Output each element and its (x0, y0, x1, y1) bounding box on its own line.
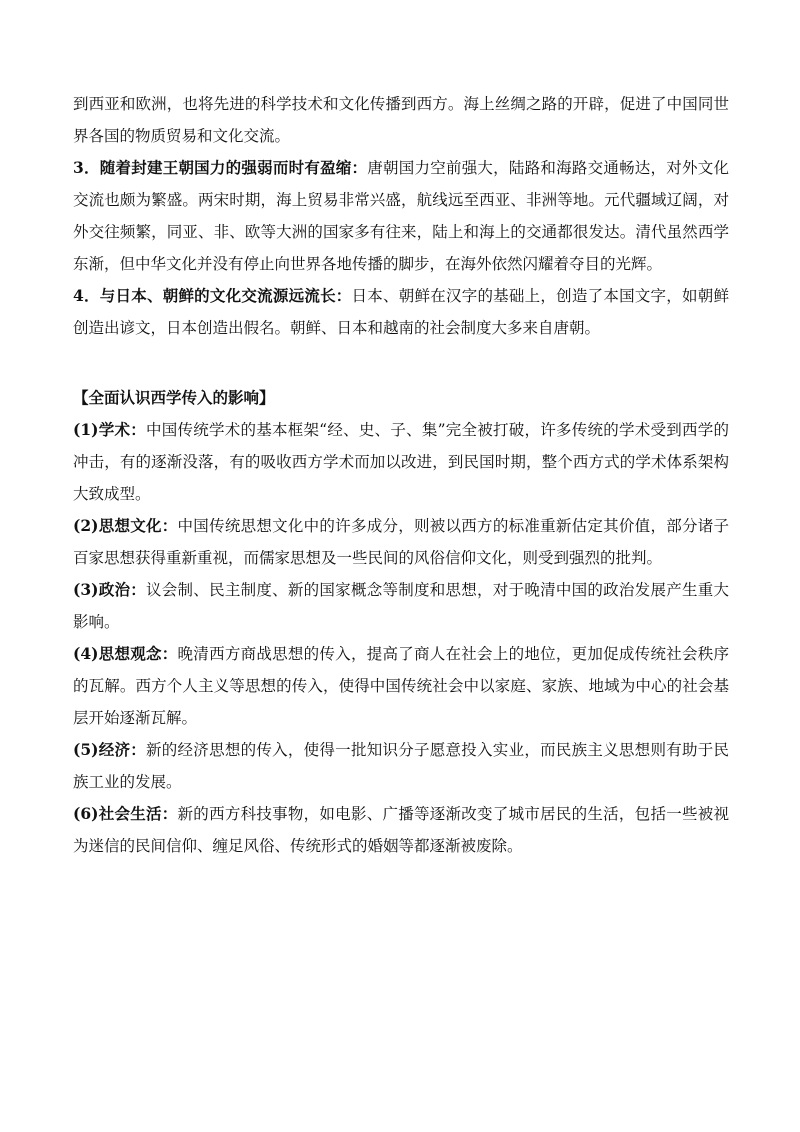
item-5-text: 新的经济思想的传入，使得一批知识分子愿意投入实业，而民族主义思想则有助于民族工业的发展。 (73, 741, 729, 791)
item-1-heading: (1)学术： (73, 420, 146, 439)
item-2-text: 中国传统思想文化中的许多成分，则被以西方的标准重新估定其价值，部分诸子百家思想获得重新重视，而儒家思想及一些民间的风俗信仰文化，则受到强烈的批判。 (73, 517, 730, 567)
section-spacer (73, 344, 729, 382)
item-5-paragraph (73, 734, 729, 798)
item-3-text: 议会制、民主制度、新的国家概念等制度和思想，对于晚清中国的政治发展产生重大影响。 (73, 581, 729, 631)
point-3-text: 唐朝国力空前强大，陆路和海路交通畅达，对外文化交流也颇为繁盛。两宋时期，海上贸易非常兴盛，航线远至西亚、非洲等地。元代疆域辽阔，对外交往频繁，同亚、非、欧等大洲的国家多有往来，陆上和海上的交通都很发达。清代虽然西学东渐，但中华文化并没有停止向世界各地传播的脚步，在海外依然闪耀着夺目的光辉。 (73, 159, 729, 273)
continuation-paragraph (73, 88, 729, 152)
point-4-paragraph (73, 280, 729, 344)
item-6-heading: (6)社会生活： (73, 804, 178, 823)
item-1-paragraph (73, 414, 729, 510)
item-4-text: 晚清西方商战思想的传入，提高了商人在社会上的地位，更加促成传统社会秩序的瓦解。西方个人主义等思想的传入，使得中国传统社会中以家庭、家族、地域为中心的社会基层开始逐渐瓦解。 (73, 645, 730, 727)
item-4-heading: (4)思想观念： (73, 644, 178, 663)
document-page (73, 88, 729, 862)
point-3-paragraph (73, 152, 729, 280)
item-2-paragraph (73, 510, 729, 574)
point-4-heading: 4．与日本、朝鲜的文化交流源远流长： (73, 286, 352, 305)
item-1-text: 中国传统学术的基本框架“经、史、子、集”完全被打破，许多传统的学术受到西学的冲击，有的逐渐没落，有的吸收西方学术而加以改进，到民国时期，整个西方式的学术体系架构大致成型。 (73, 421, 729, 503)
item-4-paragraph (73, 638, 729, 734)
item-2-heading: (2)思想文化： (73, 516, 178, 535)
point-4-text: 日本、朝鲜在汉字的基础上，创造了本国文字，如朝鲜创造出谚文，日本创造出假名。朝鲜、日本和越南的社会制度大多来自唐朝。 (73, 287, 729, 337)
item-5-heading: (5)经济： (73, 740, 147, 759)
point-3-heading: 3．随着封建王朝国力的强弱而时有盈缩： (73, 158, 368, 177)
continuation-text: 到西亚和欧洲，也将先进的科学技术和文化传播到西方。海上丝绸之路的开辟，促进了中国同世界各国的物质贸易和文化交流。 (73, 95, 729, 145)
item-3-paragraph (73, 574, 729, 638)
section-title: 【全面认识西学传入的影响】 (73, 388, 275, 407)
item-6-text: 新的西方科技事物，如电影、广播等逐渐改变了城市居民的生活，包括一些被视为迷信的民间信仰、缠足风俗、传统形式的婚姻等都逐渐被废除。 (73, 805, 730, 855)
item-6-paragraph (73, 798, 729, 862)
item-3-heading: (3)政治： (73, 580, 147, 599)
